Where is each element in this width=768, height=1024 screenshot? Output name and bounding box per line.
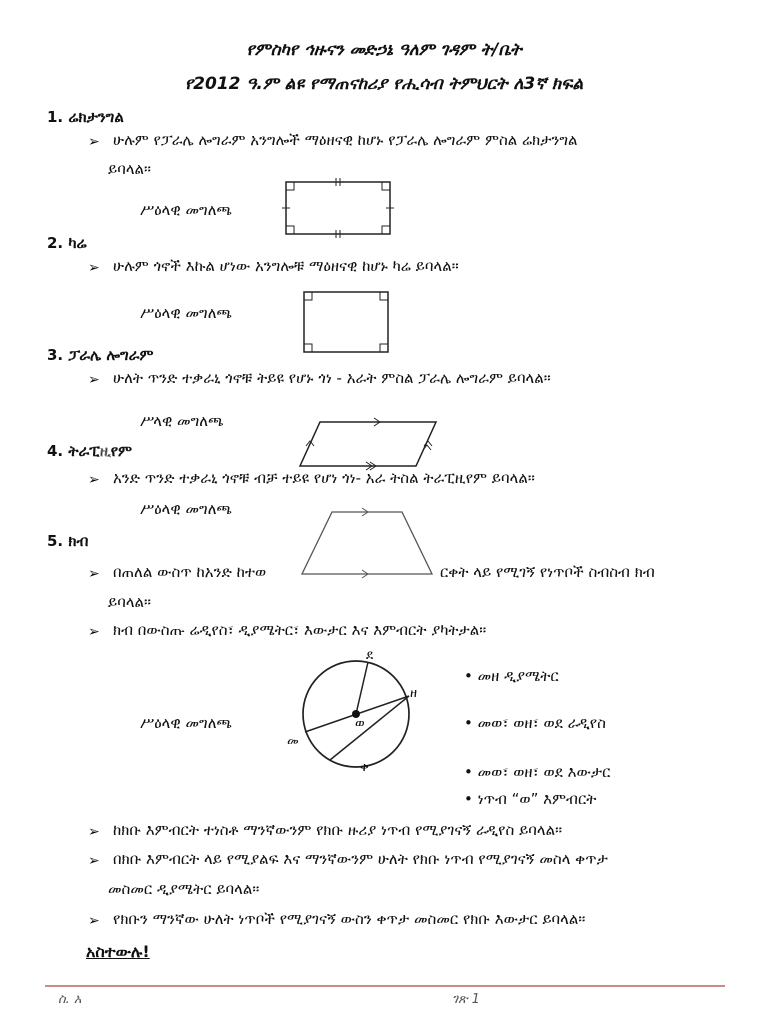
rectangle-definition: ሁሉም የፓራሌ ሎግራም አንግሎች ማዕዘናዊ ከሆኑ የፓራሌ ሎግራም ምስል ሬክታንግል (113, 131, 578, 149)
footer-author: ስ. አ (58, 992, 82, 1007)
legend-chord: • መወ፣ ወዘ፣ ወደ እውታር (464, 763, 611, 781)
legend-center: • ነጥብ “ወ” እምብርት (464, 790, 597, 808)
footer-divider (45, 985, 725, 987)
bullet-arrow-icon: ➢ (88, 134, 100, 150)
bullet-arrow-icon: ➢ (88, 260, 100, 276)
diameter-definition-cont: መስመር ዲያሜትር ይባላል። (108, 880, 260, 898)
point-label-right: ዘ (410, 686, 418, 701)
rectangle-definition-cont: ይባላል። (108, 160, 152, 178)
legend-radius: • መወ፣ ወዘ፣ ወደ ራዲየስ (464, 714, 606, 732)
bullet-arrow-icon: ➢ (88, 853, 100, 869)
rectangle-figure (280, 176, 400, 240)
parallelogram-figure (296, 408, 442, 470)
circle-components: ክብ በውስጡ ሬዲየስ፣ ዲያሜትር፣ እውታር እና እምብርት ያካትታል። (113, 621, 487, 639)
circle-definition-cont: ይባላል። (108, 593, 152, 611)
document-title: የምስካየ ኅዙናን መድኃኔ ዓለም ገዳም ት/ቤት (246, 40, 522, 60)
section-heading-parallelogram: 3. ፓራሌ ሎግራም (47, 346, 154, 364)
point-label-bottom: ቀ (360, 760, 369, 775)
section-heading-circle: 5. ክብ (47, 532, 89, 550)
trapezium-figure (298, 506, 438, 578)
circle-definition-part2: ርቀት ላይ የሚገኝ የነጥቦች ስብስብ ክብ (440, 563, 655, 581)
square-definition: ሁሉም ጎኖች እኩል ሆነው አንግሎቹ ማዕዘናዊ ከሆኑ ካሬ ይባላል። (113, 257, 459, 275)
figure-label: ሥዕላዊ መግለጫ (140, 500, 232, 518)
bullet-arrow-icon: ➢ (88, 472, 100, 488)
diameter-definition: በክቡ እምብርት ላይ የሚያልፍ እና ማንኛውንም ሁለት የክቡ ነጥብ የሚያገናኝ መስላ ቀጥታ (113, 850, 608, 868)
section-heading-rectangle: 1. ሬክታንግል (47, 108, 124, 126)
legend-diameter: • መዘ ዲያሜትር (464, 667, 559, 685)
chord-definition: የክቡን ማንኛው ሁለት ነጥቦች የሚያገናኝ ውስን ቀጥታ መስመር የክቡ እውታር ይባላል። (113, 910, 586, 928)
section-heading-trapezium: 4. ትራፒዚየም (47, 442, 133, 460)
bullet-arrow-icon: ➢ (88, 566, 100, 582)
figure-label: ሥዕላዊ መግለጫ (140, 304, 232, 322)
circle-definition-part1: በጠለል ውስጥ ከአንድ ከተወ (113, 563, 267, 581)
trapezium-definition: አንድ ጥንድ ተቃራኒ ጎኖቹ ብቻ ተይዩ የሆነ ጎነ- አራ ትስል ትራፒዚየም ይባላል። (113, 469, 535, 487)
bullet-arrow-icon: ➢ (88, 913, 100, 929)
bullet-arrow-icon: ➢ (88, 824, 100, 840)
bullet-arrow-icon: ➢ (88, 372, 100, 388)
circle-figure (300, 652, 420, 774)
bullet-arrow-icon: ➢ (88, 624, 100, 640)
document-subtitle: የ2012 ዓ.ም ልዩ የማጠናከሪያ የሒሳብ ትምህርት ለ3ኛ ክፍል (184, 74, 584, 94)
figure-label: ሥዕላዊ መግለጫ (140, 714, 232, 732)
parallelogram-definition: ሁለት ጥንድ ተቃራኒ ጎኖቹ ትይዩ የሆኑ ጎነ - አራት ምስል ፓራሌ ሎግራም ይባላል። (113, 369, 551, 387)
radius-definition: ከክቡ እምብርት ተነስቶ ማንኛውንም የክቡ ዙሪያ ነጥብ የሚያገናኝ ራዲየስ ይባላል። (113, 821, 563, 839)
section-heading-square: 2. ካሬ (47, 234, 87, 252)
square-figure (298, 286, 398, 358)
point-label-center: ወ (355, 716, 365, 731)
remember-note: አስተውሉ! (86, 942, 150, 961)
figure-label: ሥዕላዊ መግለጫ (140, 201, 232, 219)
point-label-left: መ (287, 734, 299, 749)
figure-label: ሥላዊ መግለጫ (140, 412, 224, 430)
page-number: ገጽ 1 (452, 992, 480, 1007)
point-label-top: ደ (366, 648, 374, 663)
